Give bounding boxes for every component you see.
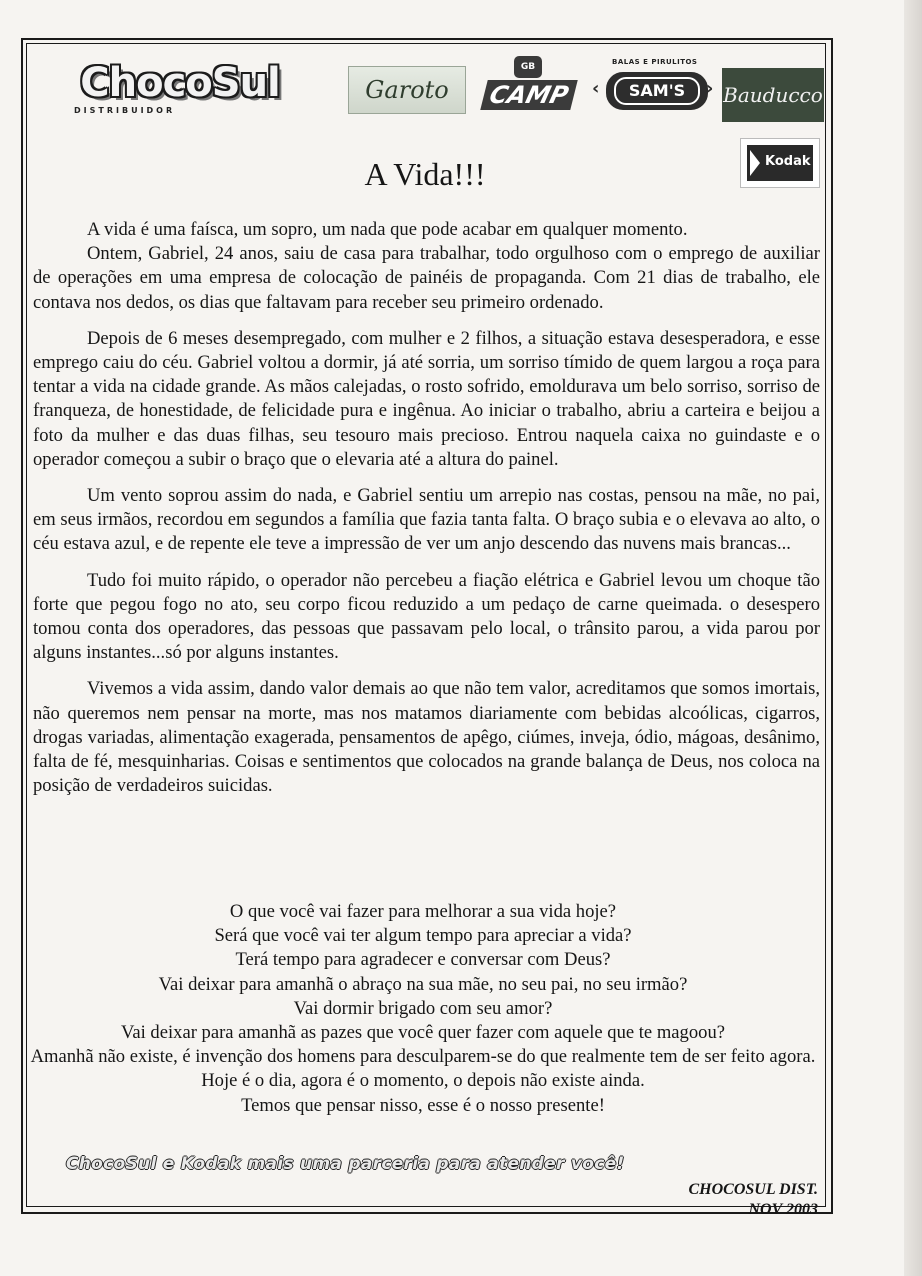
question-line: Vai dormir brigado com seu amor? xyxy=(293,997,553,1019)
page-title: A Vida!!! xyxy=(364,156,486,192)
slogan: ChocoSul e Kodak mais uma parceria para atender você! xyxy=(66,1154,625,1174)
question-line: Hoje é o dia, agora é o momento, o depois não existe ainda. xyxy=(201,1070,645,1092)
question-line: O que você vai fazer para melhorar a sua vida hoje? xyxy=(229,901,617,922)
question-line: Temos que pensar nisso, esse é o nosso presente! xyxy=(241,1094,605,1116)
question-line: Terá tempo para agradecer e conversar com Deus? xyxy=(235,949,611,971)
bauducco-logo xyxy=(722,68,824,122)
garoto-logo xyxy=(348,66,466,114)
garoto-logo-text: Garoto xyxy=(365,76,449,104)
bauducco-logo-text: Bauducco xyxy=(723,83,823,107)
kodak-logo-text: Kodak xyxy=(765,154,811,169)
sams-logo-text: SAM'S xyxy=(614,77,700,105)
paragraph-4: Um vento soprou assim do nada, e Gabriel sentiu um arrepio nas costas, pensou na mãe, no pai, em seus irmãos, recordou em segundos a família que fazia tanta falta. O braço subia e o elevava ao alto, o céu estava azul, e de repente ele teve a impressão de ver um anjo descendo das nuvens mais brancas... xyxy=(33,485,820,555)
sams-logo xyxy=(592,58,720,114)
camp-logo-badge: GB xyxy=(514,56,542,78)
sams-left-chevron-icon: ‹ xyxy=(592,78,600,99)
signature xyxy=(688,1180,818,1220)
question-line: Será que você vai ter algum tempo para apreciar a vida? xyxy=(214,925,632,947)
sams-logo-pill xyxy=(606,72,708,110)
paragraph-6: Vivemos a vida assim, dando valor demais ao que não tem valor, acreditamos que somos imortais, não queremos nem pensar na morte, mas nos matamos diariamente com bebidas alcoólicas, cigarros, drogas variadas, alimentação exagerada, pensamentos de apêgo, ciúmes, inveja, ódio, mágoas, desânimo, falta de fé, mesquinharias. Coisas e sentimentos que colocados na grande balança de Deus, nos coloca na posição de verdadeiros suicidas. xyxy=(33,678,820,797)
chocosul-logo-subtitle: DISTRIBUIDOR xyxy=(74,106,176,115)
camp-logo xyxy=(482,56,578,114)
chocosul-logo xyxy=(66,60,294,120)
signature-name: CHOCOSUL DIST. xyxy=(688,1181,818,1198)
paragraph-3: Depois de 6 meses desempregado, com mulher e 2 filhos, a situação estava desesperadora, e esse emprego caiu do céu. Gabriel voltou a dormir, já até sorria, um sorriso tímido de quem largou a roça para tentar a vida na cidade grande. As mãos calejadas, o rosto sofrido, emoldurava um belo sorriso, sorriso de franqueza, de honestidade, de felicidade pura e ingênua. Ao iniciar o trabalho, abriu a carteira e beijou a foto da mulher e das duas filhas, seu tesouro mais precioso. Entrou naquela caixa no guindaste e o operador começou a subir o braço que o elevaria até a altura do painel. xyxy=(33,327,820,470)
article-body xyxy=(33,218,820,798)
page-edge xyxy=(904,0,922,1276)
chocosul-logo-text: ChocoSul xyxy=(80,60,280,106)
questions-block xyxy=(28,900,818,1118)
question-line: Amanhã não existe, é invenção dos homens para desculparem-se do que realmente tem de ser feito agora. xyxy=(30,1046,816,1068)
signature-date: NOV 2003 xyxy=(748,1201,818,1218)
camp-logo-text: CAMP xyxy=(480,80,577,110)
paragraph-2: Ontem, Gabriel, 24 anos, saiu de casa para trabalhar, todo orgulhoso com o emprego de auxiliar de operações em uma empresa de colocação de painéis de propaganda. Com 21 dias de trabalho, ele contava nos dedos, os dias que faltavam para receber seu primeiro ordenado. xyxy=(33,243,820,313)
sams-right-chevron-icon: › xyxy=(706,78,714,99)
paragraph-1: A vida é uma faísca, um sopro, um nada que pode acabar em qualquer momento. xyxy=(87,219,688,240)
sams-logo-tagline: BALAS E PIRULITOS xyxy=(612,58,698,66)
question-line: Vai deixar para amanhã as pazes que você quer fazer com aquele que te magoou? xyxy=(121,1022,725,1044)
paragraph-5: Tudo foi muito rápido, o operador não percebeu a fiação elétrica e Gabriel levou um choque tão forte que pegou fogo no ato, seu corpo ficou reduzido a um pedaço de carne queimada. o desespero tomou conta dos operadores, das pessoas que passavam pelo local, o trânsito parou, a vida parou por alguns instantes...só por alguns instantes. xyxy=(33,569,820,664)
question-line: Vai deixar para amanhã o abraço na sua mãe, no seu pai, no seu irmão? xyxy=(158,973,688,995)
